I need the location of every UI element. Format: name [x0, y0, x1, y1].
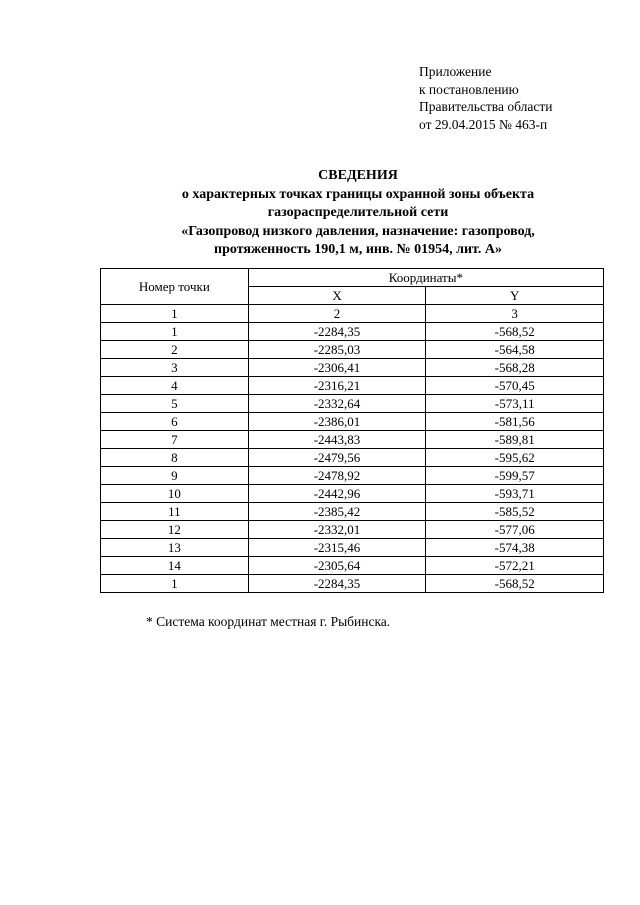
x-coordinate-cell: -2305,64	[248, 557, 426, 575]
table-row	[101, 323, 604, 341]
table-row	[101, 539, 604, 557]
x-coordinate-cell: -2332,01	[248, 521, 426, 539]
table-row	[101, 377, 604, 395]
table-row	[101, 395, 604, 413]
table-row	[101, 449, 604, 467]
x-coordinate-cell: -2442,96	[248, 485, 426, 503]
heading-line: о характерных точках границы охранной зоны объекта	[181, 186, 535, 202]
header-point-number: Номер точки	[101, 269, 249, 305]
x-coordinate-cell: -2285,03	[248, 341, 426, 359]
table-row	[101, 467, 604, 485]
point-number-cell: 10	[101, 485, 249, 503]
heading-line: газораспределительной сети	[267, 205, 449, 220]
column-number-row	[101, 305, 604, 323]
heading-line: протяженность 190,1 м, инв. № 01954, лит. А»	[214, 242, 502, 257]
point-number-cell: 3	[101, 359, 249, 377]
x-coordinate-cell: -2385,42	[248, 503, 426, 521]
y-coordinate-cell: -568,52	[426, 323, 604, 341]
appendix-line: к постановлению	[419, 81, 519, 97]
appendix-line: Приложение	[419, 64, 492, 79]
table-row	[101, 341, 604, 359]
appendix-line: от 29.04.2015 № 463-п	[419, 116, 548, 132]
coordinates-table	[100, 268, 604, 593]
y-coordinate-cell: -581,56	[426, 413, 604, 431]
table-row	[101, 557, 604, 575]
header-y: Y	[426, 287, 604, 305]
x-coordinate-cell: -2315,46	[248, 539, 426, 557]
point-number-cell: 13	[101, 539, 249, 557]
point-number-cell: 2	[101, 341, 249, 359]
x-coordinate-cell: -2284,35	[248, 323, 426, 341]
table-row	[101, 521, 604, 539]
appendix-line: Правительства области	[419, 99, 553, 114]
table-row	[101, 503, 604, 521]
document-title: СВЕДЕНИЯ	[318, 168, 398, 183]
y-coordinate-cell: -573,11	[426, 395, 604, 413]
footnote: * Система координат местная г. Рыбинска.	[146, 614, 391, 629]
y-coordinate-cell: -599,57	[426, 467, 604, 485]
x-coordinate-cell: -2478,92	[248, 467, 426, 485]
y-coordinate-cell: -585,52	[426, 503, 604, 521]
column-number: 3	[426, 305, 604, 323]
point-number-cell: 14	[101, 557, 249, 575]
table-row	[101, 431, 604, 449]
y-coordinate-cell: -568,52	[426, 575, 604, 593]
table-row	[101, 485, 604, 503]
y-coordinate-cell: -593,71	[426, 485, 604, 503]
point-number-cell: 12	[101, 521, 249, 539]
x-coordinate-cell: -2443,83	[248, 431, 426, 449]
y-coordinate-cell: -568,28	[426, 359, 604, 377]
table-row	[101, 413, 604, 431]
point-number-cell: 7	[101, 431, 249, 449]
header-coordinates: Координаты*	[248, 269, 603, 287]
y-coordinate-cell: -574,38	[426, 539, 604, 557]
x-coordinate-cell: -2332,64	[248, 395, 426, 413]
y-coordinate-cell: -577,06	[426, 521, 604, 539]
table-header-row	[101, 269, 604, 287]
point-number-cell: 9	[101, 467, 249, 485]
x-coordinate-cell: -2316,21	[248, 377, 426, 395]
point-number-cell: 11	[101, 503, 249, 521]
point-number-cell: 1	[101, 323, 249, 341]
column-number: 1	[101, 305, 249, 323]
document-heading	[100, 167, 616, 260]
y-coordinate-cell: -564,58	[426, 341, 604, 359]
table-row	[101, 359, 604, 377]
y-coordinate-cell: -589,81	[426, 431, 604, 449]
header-x: X	[248, 287, 426, 305]
x-coordinate-cell: -2306,41	[248, 359, 426, 377]
y-coordinate-cell: -572,21	[426, 557, 604, 575]
column-number: 2	[248, 305, 426, 323]
y-coordinate-cell: -570,45	[426, 377, 604, 395]
appendix-block	[419, 63, 552, 133]
table-row	[101, 575, 604, 593]
x-coordinate-cell: -2386,01	[248, 413, 426, 431]
point-number-cell: 8	[101, 449, 249, 467]
point-number-cell: 4	[101, 377, 249, 395]
point-number-cell: 5	[101, 395, 249, 413]
point-number-cell: 6	[101, 413, 249, 431]
x-coordinate-cell: -2284,35	[248, 575, 426, 593]
y-coordinate-cell: -595,62	[426, 449, 604, 467]
x-coordinate-cell: -2479,56	[248, 449, 426, 467]
heading-line: «Газопровод низкого давления, назначение: газопровод,	[181, 223, 535, 239]
table-body	[101, 323, 604, 593]
point-number-cell: 1	[101, 575, 249, 593]
